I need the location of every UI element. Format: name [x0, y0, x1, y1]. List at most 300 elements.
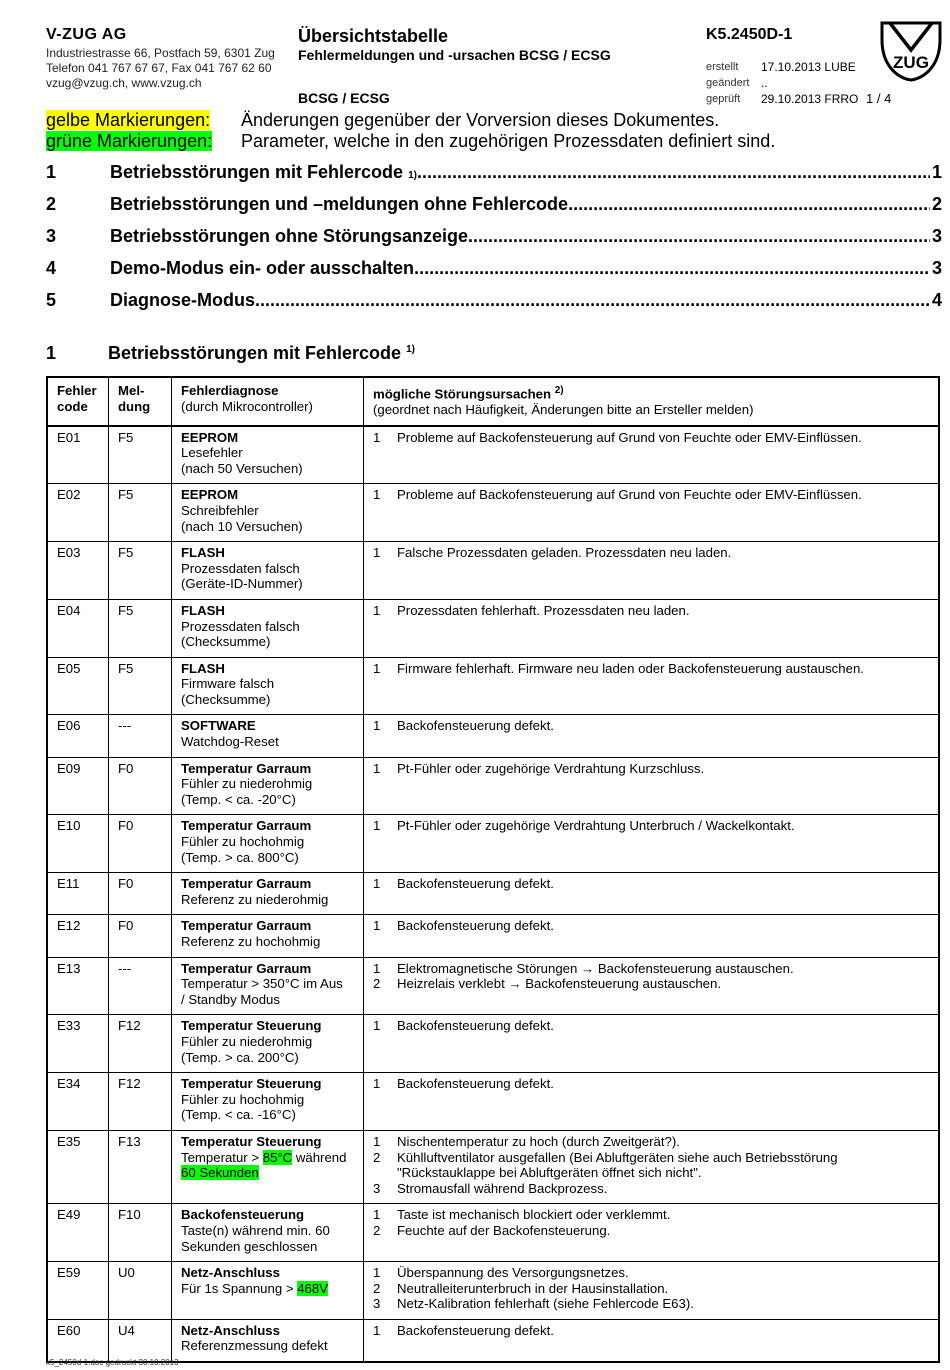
toc-number: 5	[46, 290, 57, 310]
address-line: Industriestrasse 66, Postfach 59, 6301 Zug	[46, 46, 275, 60]
causes-cell	[364, 1319, 940, 1362]
error-code-cell: E60	[47, 1319, 109, 1362]
toc-number: 2	[46, 194, 57, 214]
message-cell: F5	[109, 599, 172, 657]
toc-page: 3	[931, 258, 942, 278]
cause-text-segment: Stromausfall während Backprozess.	[397, 1180, 608, 1196]
diagnosis-line	[181, 850, 354, 866]
cause-item	[373, 1076, 929, 1092]
message-cell: F10	[109, 1204, 172, 1262]
diagnosis-cell	[172, 957, 364, 1015]
error-code-cell: E05	[47, 657, 109, 715]
diagnosis-text: (Checksumme)	[181, 691, 271, 707]
cause-text-segment: Backofensteuerung defekt.	[397, 718, 554, 734]
causes-cell	[364, 484, 940, 542]
diagnosis-line	[181, 1150, 354, 1166]
toc-leader-dots	[417, 162, 930, 183]
legend-text: Parameter, welche in den zugehörigen Prozessdaten definiert sind.	[241, 131, 776, 151]
highlight-legend	[46, 110, 775, 152]
cause-text-segment: Taste ist mechanisch blockiert oder verklemmt.	[397, 1207, 671, 1223]
toc-title: Betriebsstörungen mit Fehlercode	[110, 162, 404, 182]
cause-text-segment: Netz-Kalibration fehlerhaft (siehe Fehlercode E63).	[397, 1296, 694, 1312]
diagnosis-cell	[172, 1130, 364, 1203]
toc-entry[interactable]	[46, 194, 942, 226]
legend-row	[46, 110, 775, 131]
parameter-highlight: 60 Sekunden	[181, 1165, 259, 1181]
cause-text	[397, 1281, 668, 1297]
diagnosis-cell	[172, 815, 364, 873]
message-cell: F0	[109, 873, 172, 915]
diagnosis-line	[181, 892, 354, 908]
cause-item	[373, 487, 929, 503]
cause-text	[397, 1018, 554, 1034]
meta-value: ..	[761, 76, 768, 90]
causes-cell	[364, 1015, 940, 1073]
document-meta	[706, 59, 858, 107]
diagnosis-line	[181, 634, 354, 650]
cause-text	[397, 1181, 607, 1197]
svg-text:ZUG: ZUG	[893, 53, 929, 72]
header-code: Fehler code	[47, 377, 109, 426]
diagnosis-text: (Checksumme)	[181, 634, 271, 650]
diagnosis-cell	[172, 1319, 364, 1362]
cause-text	[397, 918, 554, 934]
diagnosis-cell	[172, 915, 364, 957]
meta-label: geändert	[706, 77, 750, 89]
cause-item	[373, 718, 929, 734]
message-cell: F5	[109, 484, 172, 542]
table-row	[47, 657, 939, 715]
cause-number: 3	[373, 1180, 381, 1196]
diagnosis-line	[181, 561, 354, 577]
diagnosis-cell	[172, 426, 364, 484]
document-title: Übersichtstabelle	[298, 26, 449, 46]
footer-filename: k5_2450d-1.doc gedruckt 30.10.2013	[46, 1358, 179, 1367]
cause-item	[373, 1323, 929, 1339]
diagnosis-line	[181, 776, 354, 792]
toc-entry[interactable]	[46, 226, 942, 258]
table-row	[47, 1073, 939, 1131]
diagnosis-text: Temperatur > 350°C im Aus	[181, 976, 343, 992]
cause-item	[373, 976, 929, 992]
message-cell: F0	[109, 815, 172, 873]
cause-text-segment: Überspannung des Versorgungsnetzes.	[397, 1265, 629, 1281]
cause-item	[373, 661, 929, 677]
meta-label: erstellt	[706, 61, 739, 73]
error-code-cell: E12	[47, 915, 109, 957]
header-diagnosis	[172, 377, 364, 426]
diagnosis-line	[181, 461, 354, 477]
diagnosis-line	[181, 1107, 354, 1123]
diagnosis-line	[181, 445, 354, 461]
diagnosis-text: (nach 10 Versuchen)	[181, 518, 303, 534]
causes-cell	[364, 815, 940, 873]
diagnosis-cell	[172, 1015, 364, 1073]
diagnosis-line	[181, 792, 354, 808]
document-number: K5.2450D-1	[706, 26, 793, 43]
toc-entry[interactable]	[46, 162, 942, 194]
cause-text-segment: Backofensteuerung defekt.	[397, 1322, 554, 1338]
cause-item	[373, 1134, 929, 1150]
cause-number: 1	[373, 660, 381, 676]
cause-text	[397, 1134, 680, 1150]
error-code-cell: E59	[47, 1262, 109, 1320]
header-causes-title: mögliche Störungsursachen	[373, 386, 552, 402]
error-code-cell: E01	[47, 426, 109, 484]
diagnosis-text: (Temp. < ca. -16°C)	[181, 1107, 296, 1123]
diagnosis-title: Temperatur Garraum	[181, 918, 312, 934]
cause-number: 1	[373, 960, 381, 976]
diagnosis-text: Firmware falsch	[181, 676, 275, 692]
diagnosis-line	[181, 576, 354, 592]
cause-number: 1	[373, 1076, 381, 1092]
cause-number: 1	[373, 760, 381, 776]
cause-number: 2	[373, 1222, 381, 1238]
cause-text-segment: Firmware fehlerhaft. Firmware neu laden oder Backofensteuerung austauschen.	[397, 660, 864, 676]
cause-text-segment: Backofensteuerung defekt.	[397, 1076, 554, 1092]
table-row	[47, 915, 939, 957]
diagnosis-cell	[172, 715, 364, 757]
causes-cell	[364, 599, 940, 657]
cause-item	[373, 1223, 929, 1239]
table-header-row	[47, 377, 939, 426]
diagnosis-title: Temperatur Steuerung	[181, 1133, 322, 1149]
causes-cell	[364, 426, 940, 484]
cause-text-segment: Neutralleiterunterbruch in der Hausinstallation.	[397, 1280, 669, 1296]
toc-leader-dots	[414, 258, 930, 279]
diagnosis-text: (Geräte-ID-Nummer)	[181, 576, 303, 592]
parameter-highlight: 85°C	[262, 1149, 293, 1165]
causes-cell	[364, 873, 940, 915]
legend-text: Änderungen gegenüber der Vorversion dieses Dokumentes.	[241, 110, 720, 130]
cause-number: 1	[373, 1018, 381, 1034]
cause-item	[373, 1181, 929, 1197]
toc-page: 2	[931, 194, 942, 214]
diagnosis-cell	[172, 1262, 364, 1320]
parameter-highlight: 468V	[297, 1280, 329, 1296]
cause-item	[373, 1265, 929, 1281]
diagnosis-text: Fühler zu hochohmig	[181, 1091, 305, 1107]
cause-text	[397, 1323, 554, 1339]
diagnosis-text: (nach 50 Versuchen)	[181, 460, 303, 476]
error-code-cell: E49	[47, 1204, 109, 1262]
cause-text-segment: Backofensteuerung defekt.	[397, 918, 554, 934]
error-code-cell: E04	[47, 599, 109, 657]
diagnosis-cell	[172, 1204, 364, 1262]
error-code-cell: E11	[47, 873, 109, 915]
diagnosis-title: Netz-Anschluss	[181, 1322, 280, 1338]
cause-number: 2	[373, 1149, 381, 1165]
table-row	[47, 873, 939, 915]
company-name: V-ZUG AG	[46, 26, 127, 43]
diagnosis-line	[181, 734, 354, 750]
table-row	[47, 715, 939, 757]
cause-text-segment: Pt-Fühler oder zugehörige Verdrahtung Unterbruch / Wackelkontakt.	[397, 818, 795, 834]
message-cell: F5	[109, 542, 172, 600]
toc-title: Demo-Modus ein- oder ausschalten	[110, 258, 415, 278]
diagnosis-title: Temperatur Garraum	[181, 760, 312, 776]
message-cell: F13	[109, 1130, 172, 1203]
diagnosis-line	[181, 1338, 354, 1354]
toc-leader-dots	[468, 226, 930, 247]
diagnosis-line	[181, 934, 354, 950]
toc-entry[interactable]	[46, 290, 942, 322]
diagnosis-text: Lesefehler	[181, 445, 243, 461]
diagnosis-text: (Temp. < ca. -20°C)	[181, 791, 296, 807]
cause-number: 1	[373, 818, 381, 834]
diagnosis-text: während	[292, 1149, 347, 1165]
toc-entry[interactable]	[46, 258, 942, 290]
section-title: Betriebsstörungen mit Fehlercode	[108, 343, 402, 363]
diagnosis-cell	[172, 542, 364, 600]
causes-cell	[364, 1130, 940, 1203]
message-cell: F12	[109, 1073, 172, 1131]
cause-item	[373, 545, 929, 561]
cause-number: 1	[373, 602, 381, 618]
cause-text	[397, 661, 864, 677]
cause-item	[373, 818, 929, 834]
toc-title: Betriebsstörungen und –meldungen ohne Fehlercode	[110, 194, 569, 214]
cause-text	[397, 718, 554, 734]
diagnosis-line	[181, 519, 354, 535]
diagnosis-line	[181, 619, 354, 635]
toc-page: 4	[931, 290, 942, 310]
cause-text	[397, 961, 794, 977]
table-of-contents	[46, 162, 942, 322]
diagnosis-cell	[172, 657, 364, 715]
diagnosis-cell	[172, 873, 364, 915]
diagnosis-title: Backofensteuerung	[181, 1207, 305, 1223]
cause-number: 1	[373, 1207, 381, 1223]
diagnosis-title: EEPROM	[181, 429, 239, 445]
message-cell: F5	[109, 426, 172, 484]
cause-text	[397, 603, 690, 619]
cause-text	[397, 1150, 929, 1181]
diagnosis-text: Fühler zu niederohmig	[181, 776, 313, 792]
cause-item	[373, 876, 929, 892]
diagnosis-line	[181, 834, 354, 850]
diagnosis-line	[181, 1050, 354, 1066]
error-code-cell: E09	[47, 757, 109, 815]
table-row	[47, 1262, 939, 1320]
legend-key-green: grüne Markierungen:	[46, 131, 213, 151]
diagnosis-line	[181, 676, 354, 692]
table-row	[47, 542, 939, 600]
header-diagnosis-sub: (durch Mikrocontroller)	[181, 398, 313, 414]
diagnosis-cell	[172, 1073, 364, 1131]
cause-text	[397, 1207, 670, 1223]
error-code-cell: E10	[47, 815, 109, 873]
cause-item	[373, 918, 929, 934]
cause-number: 3	[373, 1296, 381, 1312]
diagnosis-cell	[172, 599, 364, 657]
toc-title: Diagnose-Modus	[110, 290, 256, 310]
cause-number: 2	[373, 976, 381, 992]
error-code-cell: E03	[47, 542, 109, 600]
cause-item	[373, 430, 929, 446]
diagnosis-title: Temperatur Garraum	[181, 960, 312, 976]
cause-item	[373, 603, 929, 619]
cause-text	[397, 761, 704, 777]
error-code-cell: E13	[47, 957, 109, 1015]
cause-text-segment: Backofensteuerung defekt.	[397, 1018, 554, 1034]
toc-number: 4	[46, 258, 57, 278]
meta-value: 17.10.2013 LUBE	[761, 60, 856, 74]
diagnosis-title: Netz-Anschluss	[181, 1265, 280, 1281]
cause-number: 1	[373, 1322, 381, 1338]
table-row	[47, 1204, 939, 1262]
toc-footnote-ref: 1)	[408, 170, 417, 181]
cause-text-segment: Probleme auf Backofensteuerung auf Grund von Feuchte oder EMV-Einflüssen.	[397, 487, 862, 503]
causes-cell	[364, 1073, 940, 1131]
diagnosis-title: Temperatur Steuerung	[181, 1076, 322, 1092]
cause-text-segment: Heizrelais verklebt → Backofensteuerung austauschen.	[397, 976, 722, 992]
cause-text	[397, 487, 862, 503]
error-code-cell: E02	[47, 484, 109, 542]
message-cell: U4	[109, 1319, 172, 1362]
diagnosis-text: (Temp. > ca. 800°C)	[181, 849, 299, 865]
section-number: 1	[46, 343, 57, 363]
message-cell: F0	[109, 757, 172, 815]
causes-cell	[364, 1262, 940, 1320]
cause-number: 1	[373, 718, 381, 734]
error-code-cell: E06	[47, 715, 109, 757]
table-row	[47, 484, 939, 542]
toc-number: 1	[46, 162, 57, 182]
message-cell: F0	[109, 915, 172, 957]
address-line: vzug@vzug.ch, www.vzug.ch	[46, 76, 202, 90]
meta-value: 29.10.2013 FRRO	[761, 92, 859, 106]
company-address	[46, 46, 275, 91]
diagnosis-cell	[172, 484, 364, 542]
toc-title: Betriebsstörungen ohne Störungsanzeige	[110, 226, 469, 246]
diagnosis-title: Temperatur Steuerung	[181, 1018, 322, 1034]
header-message: Mel-dung	[109, 377, 172, 426]
error-code-table	[46, 376, 940, 1363]
causes-cell	[364, 915, 940, 957]
cause-number: 1	[373, 1265, 381, 1281]
table-row	[47, 599, 939, 657]
toc-page: 3	[931, 226, 942, 246]
header-causes	[364, 377, 940, 426]
table-row	[47, 1130, 939, 1203]
table-row	[47, 1015, 939, 1073]
diagnosis-line	[181, 1281, 354, 1297]
diagnosis-text: (Temp. > ca. 200°C)	[181, 1049, 299, 1065]
diagnosis-line	[181, 976, 354, 992]
diagnosis-text: Prozessdaten falsch	[181, 618, 300, 634]
diagnosis-text: / Standby Modus	[181, 991, 280, 1007]
diagnosis-line	[181, 1034, 354, 1050]
diagnosis-title: FLASH	[181, 602, 225, 618]
header-causes-sub: (geordnet nach Häufigkeit, Änderungen bitte an Ersteller melden)	[373, 401, 754, 417]
diagnosis-text: Fühler zu hochohmig	[181, 834, 305, 850]
diagnosis-text: Referenz zu hochohmig	[181, 934, 321, 950]
cause-item	[373, 1207, 929, 1223]
section-heading	[46, 343, 415, 364]
cause-number: 1	[373, 876, 381, 892]
message-cell: ---	[109, 715, 172, 757]
diagnosis-title: EEPROM	[181, 487, 239, 503]
diagnosis-line	[181, 692, 354, 708]
toc-number: 3	[46, 226, 57, 246]
product-label: BCSG / ECSG	[298, 90, 390, 106]
legend-key-yellow: gelbe Markierungen:	[46, 110, 211, 130]
error-code-cell: E34	[47, 1073, 109, 1131]
diagnosis-title: Temperatur Garraum	[181, 818, 312, 834]
v-zug-logo-icon	[880, 20, 942, 82]
cause-number: 1	[373, 487, 381, 503]
causes-cell	[364, 957, 940, 1015]
legend-row	[46, 131, 775, 152]
cause-number: 2	[373, 1280, 381, 1296]
cause-item	[373, 1296, 929, 1312]
page-number: 1 / 4	[866, 91, 892, 106]
diagnosis-text: Referenzmessung defekt	[181, 1338, 328, 1354]
diagnosis-text: Sekunden geschlossen	[181, 1238, 318, 1254]
cause-text	[397, 430, 862, 446]
causes-cell	[364, 1204, 940, 1262]
cause-number: 1	[373, 918, 381, 934]
cause-number: 1	[373, 1133, 381, 1149]
diagnosis-title: FLASH	[181, 660, 225, 676]
header-diagnosis-title: Fehlerdiagnose	[181, 383, 279, 398]
diagnosis-text: Für 1s Spannung >	[181, 1280, 298, 1296]
diagnosis-text: Prozessdaten falsch	[181, 560, 300, 576]
cause-text-segment: Probleme auf Backofensteuerung auf Grund von Feuchte oder EMV-Einflüssen.	[397, 429, 862, 445]
cause-text	[397, 1223, 610, 1239]
diagnosis-line	[181, 503, 354, 519]
cause-text-segment: Falsche Prozessdaten geladen. Prozessdaten neu laden.	[397, 545, 732, 561]
cause-text-segment: Elektromagnetische Störungen → Backofensteuerung austauschen.	[397, 960, 794, 976]
cause-text	[397, 545, 731, 561]
message-cell: U0	[109, 1262, 172, 1320]
diagnosis-title: SOFTWARE	[181, 718, 256, 734]
cause-text-segment: Kühlluftventilator ausgefallen (Bei Abluftgeräten siehe auch Betriebsstörung "Rückstauklappe bei Abluftgeräten öffnet sich nicht".	[397, 1149, 838, 1181]
error-code-cell: E33	[47, 1015, 109, 1073]
cause-text-segment: Nischentemperatur zu hoch (durch Zweitgerät?).	[397, 1133, 680, 1149]
causes-cell	[364, 757, 940, 815]
error-code-cell: E35	[47, 1130, 109, 1203]
causes-cell	[364, 715, 940, 757]
cause-text	[397, 1265, 629, 1281]
cause-text	[397, 1076, 554, 1092]
message-cell: F5	[109, 657, 172, 715]
diagnosis-line	[181, 1165, 354, 1181]
causes-cell	[364, 542, 940, 600]
diagnosis-line	[181, 992, 354, 1008]
cause-number: 1	[373, 429, 381, 445]
cause-text	[397, 818, 795, 834]
causes-cell	[364, 657, 940, 715]
toc-leader-dots	[255, 290, 930, 311]
table-row	[47, 957, 939, 1015]
cause-item	[373, 1281, 929, 1297]
address-line: Telefon 041 767 67 67, Fax 041 767 62 60	[46, 61, 272, 75]
cause-text	[397, 976, 721, 992]
toc-page: 1	[931, 162, 942, 182]
cause-text-segment: Backofensteuerung defekt.	[397, 876, 554, 892]
diagnosis-title: FLASH	[181, 545, 225, 561]
message-cell: F12	[109, 1015, 172, 1073]
diagnosis-text: Schreibfehler	[181, 502, 259, 518]
cause-item	[373, 1150, 929, 1181]
diagnosis-line	[181, 1239, 354, 1255]
table-row	[47, 426, 939, 484]
cause-text-segment: Prozessdaten fehlerhaft. Prozessdaten neu laden.	[397, 602, 690, 618]
diagnosis-text: Watchdog-Reset	[181, 734, 279, 750]
header-causes-footnote: 2)	[554, 385, 564, 396]
